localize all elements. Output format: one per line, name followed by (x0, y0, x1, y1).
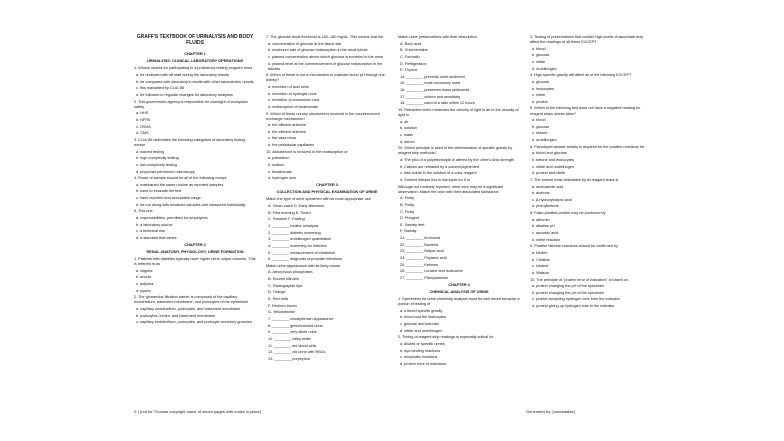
answer-option: 3. ________ urobilinogen quantitation (268, 236, 332, 242)
answer-option: C. Fruity (400, 208, 415, 214)
answer-option: d. CMS (136, 130, 149, 136)
answer-option: d. phenylketone (532, 203, 559, 209)
answer-option: b. leukocytes (532, 85, 555, 91)
question-text: 4. Route of sample should be all of the following except (134, 175, 227, 181)
answer-option: 17. ________ culture and sensitivity (400, 93, 461, 99)
answer-option: 24. ________ Phytanic acid (400, 255, 447, 260)
answer-option: b. acetone (532, 190, 550, 196)
answer-option: 21. ________ Ammonia (400, 235, 441, 241)
footer-left: © | [not for Thomas copyright name of whom pages with notice in place] (134, 409, 261, 414)
answer-option: d. urobilinogen (532, 65, 557, 71)
answer-option: D. Refrigeration (400, 60, 427, 66)
answer-option: c. the vasa recta (268, 135, 296, 141)
question-text: Match the type of urine specimen with its most appropriate use (266, 196, 371, 202)
answer-option: b. anuria (136, 274, 151, 280)
answer-option: 18. ________ used at a ratio within 12 hours (400, 100, 475, 106)
answer-option: a. capillary endothelium, podocytes, and basement membrane (136, 305, 241, 311)
answer-option: c. OSHA (136, 123, 151, 129)
answer-option: d. serum (400, 138, 415, 144)
answer-option: c. nitrite (532, 92, 546, 98)
section-heading: RENAL ANATOMY, PHYSIOLOGY, URINE FORMATION (146, 248, 244, 254)
question-text: 1. Specimens for urine chemistry analysis must be well mixed because a portion of testing of (398, 296, 520, 307)
answer-option: 9. ________ very dilute urine (268, 329, 317, 335)
answer-option: 7. ________ cloudy/brown appearance (268, 315, 334, 321)
answer-option: 10. ________ milky white (268, 335, 311, 341)
answer-option: d. nitrite reaction (532, 236, 560, 242)
answer-option: d. pyuria (136, 287, 151, 293)
question-text: 3. CLIA '88 delineates the following categories of laboratory testing except (134, 136, 246, 147)
question-text: 20. Which principle is used in the determination of specific gravity by reagent strip methods? (398, 145, 513, 156)
question-text: 9. Which of these urinary structures is involved in the countercurrent exchange mechanism? (266, 110, 380, 121)
answer-option: a. concentration of glucose at the tissue site (268, 40, 342, 46)
answer-option: b. maximum rate of glucose reabsorption in the renal tubule (268, 47, 368, 53)
question-text: 10. Aldosterone is involved in the reabsorption of (266, 148, 348, 154)
answer-option: B. Fruity (400, 201, 415, 207)
question-text: 8. False-positive protein may be produced by (530, 210, 606, 216)
answer-option: a. oliguria (136, 267, 153, 273)
answer-option: a. protein changing the pH of the specimen (532, 283, 605, 289)
answer-option: A. Clean-catch D. Early afternoon (268, 203, 325, 209)
answer-option: c. plasma concentration above which glucose is excreted in the urine (268, 53, 384, 59)
answer-option: d. plasma level at the commencement of glucose reabsorption in the tubules (268, 60, 383, 71)
answer-option: a. The pKa of a polyelectrolyte is altered by the urine's ionic strength (400, 156, 515, 162)
answer-option: C. Formalin (400, 53, 420, 59)
document-title: GRAFF'S TEXTBOOK OF URINALYSIS AND BODY FLUIDS (136, 34, 254, 46)
answer-option: d. protein error of indicators (400, 360, 447, 366)
answer-option: b. Clinitest (532, 256, 550, 262)
answer-option: a. be reviewed with all staff during the laboratory results (136, 72, 229, 78)
answer-option: B. Excess bilirubin (268, 276, 299, 282)
answer-option: b. used to evaluate the test (136, 188, 182, 194)
answer-option: b. sodium (268, 162, 285, 168)
answer-option: c. nitrite and urobilinogen (532, 163, 575, 169)
answer-option: d. Solvent release this is low liquid for 5 m (400, 176, 471, 182)
answer-option: b. the efferent arteriole (268, 128, 306, 134)
answer-option: b. blood and the leukocytes (400, 314, 447, 320)
answer-option: b. a laboratory source (136, 221, 173, 227)
answer-option: 11. ________ red blood cells (268, 342, 317, 348)
question-text: 7. The glucose renal threshold is 160–180 mg/dL. This means that the (266, 34, 384, 39)
answer-option: c. this mandated by CLIA '88 (136, 85, 185, 91)
answer-option: b. protein changing the pH of the specimen (532, 289, 605, 295)
answer-option: c. protein accepting hydrogen ions from the indicator (532, 296, 620, 302)
answer-option: c. have reported and acceptable range (136, 195, 201, 201)
answer-option: A. Fruity (400, 195, 415, 201)
column-3 (398, 34, 520, 367)
answer-option: d. physician-performed microscopy (136, 168, 195, 174)
answer-option: 26. ________ Leucine and isoleucine (400, 268, 463, 274)
question-text: Match urine preservatives with their description (398, 34, 477, 39)
question-text: 2. This government agency is responsible for oversight of workplace safety (134, 98, 248, 109)
section-heading: CHAPTER 3 (316, 181, 338, 187)
answer-option: F. Red/red-brown (268, 302, 298, 308)
answer-option: 8. ________ green/colored urine (268, 322, 323, 328)
answer-option: c. β-hydroxybutyric acid (532, 196, 572, 202)
section-heading: COLLECTION AND PHYSICAL EXAMINATION OF URINE (276, 189, 378, 195)
footer-right: Generated by: [unreadable] (526, 409, 575, 414)
section-heading: CHEMICAL ANALYSIS OF URINE (429, 288, 489, 294)
answer-option: 12. ________ old urine with RBCs (268, 349, 326, 355)
answer-option: d. be run along with unvalued samples and measured individually (136, 201, 246, 207)
column-4 (530, 34, 652, 310)
answer-option: F. Sweaty (400, 228, 417, 234)
column-2 (266, 34, 388, 362)
answer-option: b. alkaline pH (532, 223, 555, 229)
answer-option: C. Radiographic dye (268, 282, 303, 288)
answer-option: B. First morning E. Timed (268, 209, 311, 215)
question-text: 19. Refractive index measures the velocity of light in air to the velocity of light in (398, 107, 519, 118)
answer-option: a. the afferent arteriole (268, 122, 306, 128)
answer-option: d. reabsorption of bicarbonate (268, 103, 319, 109)
answer-option: b. NFPA (136, 117, 151, 122)
answer-option: d. the peritubular capillaries (268, 142, 315, 148)
answer-option: d. protein (532, 98, 548, 104)
answer-option: c. ketone (532, 130, 548, 136)
answer-option: c. glucose and ketones (400, 321, 439, 326)
answer-option: 2. ________ diabetic screening (268, 229, 321, 235)
answer-option: a. acetoacetic acid (532, 183, 564, 189)
answer-option: a. air (400, 118, 409, 124)
answer-option: c. water (400, 132, 414, 138)
answer-option: b. be compared with laboratory's results with other laboratories' results (136, 78, 254, 84)
answer-option: d. a standard that varies (136, 234, 177, 240)
answer-option: a. blood and glucose (532, 150, 567, 156)
question-text: 2. Timing of reagent strip readings is especially critical for (398, 334, 494, 340)
answer-option: d. Watson (532, 269, 549, 275)
answer-option: A. Amorphous phosphates (268, 269, 313, 275)
answer-option: 13. ________ porphyrins (268, 355, 310, 361)
answer-option: b. dye-binding reactions (400, 347, 441, 353)
answer-option: b. excretion of hydrogen ions (268, 90, 317, 96)
answer-option: b. podocytes, lumen, and basement membrane (136, 312, 216, 318)
answer-option: 15. ________ most commonly used (400, 80, 461, 86)
answer-option: c. polyuria (136, 281, 154, 287)
question-text: 9. Positive bilirubin reactions should be confirmed by (530, 243, 618, 249)
answer-option: B. Chlorhexidine (400, 47, 428, 53)
answer-option: d. hydrogen ions (268, 175, 296, 181)
question-text: 6. Pseudoperoxidase activity is required for the positive reactions for (530, 143, 645, 149)
question-text: 7. The ketone most detectable by all reagent strips is (530, 176, 619, 182)
answer-option: a. a timed specific gravity (400, 307, 443, 313)
answer-option: a. Bioflex (532, 249, 548, 255)
answer-option: c. excretion of ammonium ions (268, 97, 320, 103)
question-text: Although not routinely reported, urine odor may be a significant observation. Match the odor with their associated substance. (398, 183, 504, 194)
answer-option: c. a technical risk (136, 228, 165, 234)
answer-option: 23. ________ Butyric acid (400, 248, 444, 254)
answer-option: a. responsibilities, permitted for employees (136, 215, 208, 221)
answer-option: a. excretion of acid urine (268, 83, 310, 89)
answer-option: a. waived testing (136, 148, 165, 154)
answer-option: d. protein and nitrite (532, 170, 566, 176)
answer-option: 5. ________ measurement of creatinine (268, 249, 335, 255)
answer-option: b. solution (400, 125, 418, 131)
answer-option: 27. ________ Phenylalanine (400, 274, 449, 280)
question-text: 2. The glomerular filtration barrier is composed of the capillary endothelium, basement membrane, and podocytes of the epithelium (134, 294, 249, 305)
question-text: 1. Patients with diabetes typically have higher urine output volumes. This is referred to as (134, 256, 256, 267)
answer-option: 14. ________ prevents urine sediment (400, 73, 465, 79)
answer-option: c. bicarbonate (268, 168, 292, 174)
section-heading: URINALYSIS: CLINICAL LABORATORY OPERATIONS (146, 58, 244, 64)
answer-option: d. be followed to regulate changes for laboratory analyses (136, 92, 233, 98)
answer-option: D. Orange (268, 289, 286, 295)
answer-option: a. blood (532, 45, 546, 51)
answer-option: C. Random F. Fasting (268, 216, 305, 222)
question-text: 1. Whose shares for participating in a proficiency testing program must (134, 65, 252, 71)
question-text: 10. The principle of "protein error of indicators" is based on (530, 276, 628, 282)
question-text: 5. This one (134, 208, 153, 214)
answer-option: 4. ________ screening for infection (268, 242, 328, 248)
answer-option: b. glucose (532, 123, 550, 129)
answer-option: a. diluted or specific urines (400, 340, 445, 346)
question-text: 8. Which of these is not a mechanism to maintain blood pH through the kidney? (266, 72, 385, 83)
answer-option: A. Boric acid (400, 40, 422, 46)
section-heading: CHAPTER 4 (448, 281, 470, 287)
answer-option: b. high-complexity testing (136, 155, 179, 161)
answer-option: a. HHS (136, 110, 149, 116)
answer-option: a. glucose (532, 78, 550, 84)
answer-option: D. Pungent (400, 215, 419, 221)
answer-option: b. glucose (532, 52, 550, 58)
answer-option: c. enzymatic reactions (400, 354, 438, 360)
question-text: Match urine appearance with its likely cause (266, 262, 340, 268)
question-text: 5. Which of the following test does not have a negative reading on reagent strips unless false? (530, 105, 641, 116)
answer-option: 22. ________ Bacteria (400, 241, 439, 247)
answer-option: c. nitrite (532, 58, 546, 64)
answer-option: a. blood (532, 117, 546, 123)
document-page (126, 24, 658, 419)
answer-option: 25. ________ Ketones (400, 261, 439, 267)
answer-option: d. urobilinogen (532, 137, 557, 143)
column-1 (134, 34, 256, 326)
question-text: 3. Testing of preservatives that contain high levels of ascorbate may affect the readings of all these EXCEPT (530, 34, 644, 45)
answer-option: d. nitrite and urobilinogen (400, 327, 443, 333)
question-text: 4. High specific gravity will affect all of the following EXCEPT (530, 72, 632, 78)
answer-option: a. albumin (532, 216, 550, 222)
answer-option: E. Red cells (268, 296, 289, 302)
answer-option: b. ketone and leukocytes (532, 156, 574, 162)
answer-option: a. maintained the same routine as reported samples (136, 181, 224, 187)
section-heading: CHAPTER 2 (184, 241, 206, 247)
answer-option: E. Thymol (400, 67, 417, 73)
answer-option: G. Yellow/brown (268, 309, 296, 315)
answer-option: c. Ictotest (532, 263, 549, 269)
answer-option: a. potassium (268, 155, 290, 161)
answer-option: c. capillary endothelium, podocytes, and podocyte secretory granules (136, 319, 252, 325)
answer-option: c. less solute in the solution of a color reagent (400, 170, 477, 176)
answer-option: 1. ________ routine urinalysis (268, 222, 319, 228)
section-heading: CHAPTER 1 (184, 51, 206, 56)
answer-option: E. Sweaty feet (400, 221, 425, 227)
answer-option: 6. ________ diagnosis of prostate infections (268, 256, 342, 262)
answer-option: 16. ________ preserves mass sediments (400, 87, 470, 93)
answer-option: c. ascorbic acid (532, 230, 559, 236)
answer-option: b. Cations are released by a solvent/pigmented (400, 163, 480, 169)
answer-option: c. low-complexity testing (136, 161, 177, 167)
answer-option: d. protein giving up hydrogen ions to the indicator (532, 303, 615, 309)
